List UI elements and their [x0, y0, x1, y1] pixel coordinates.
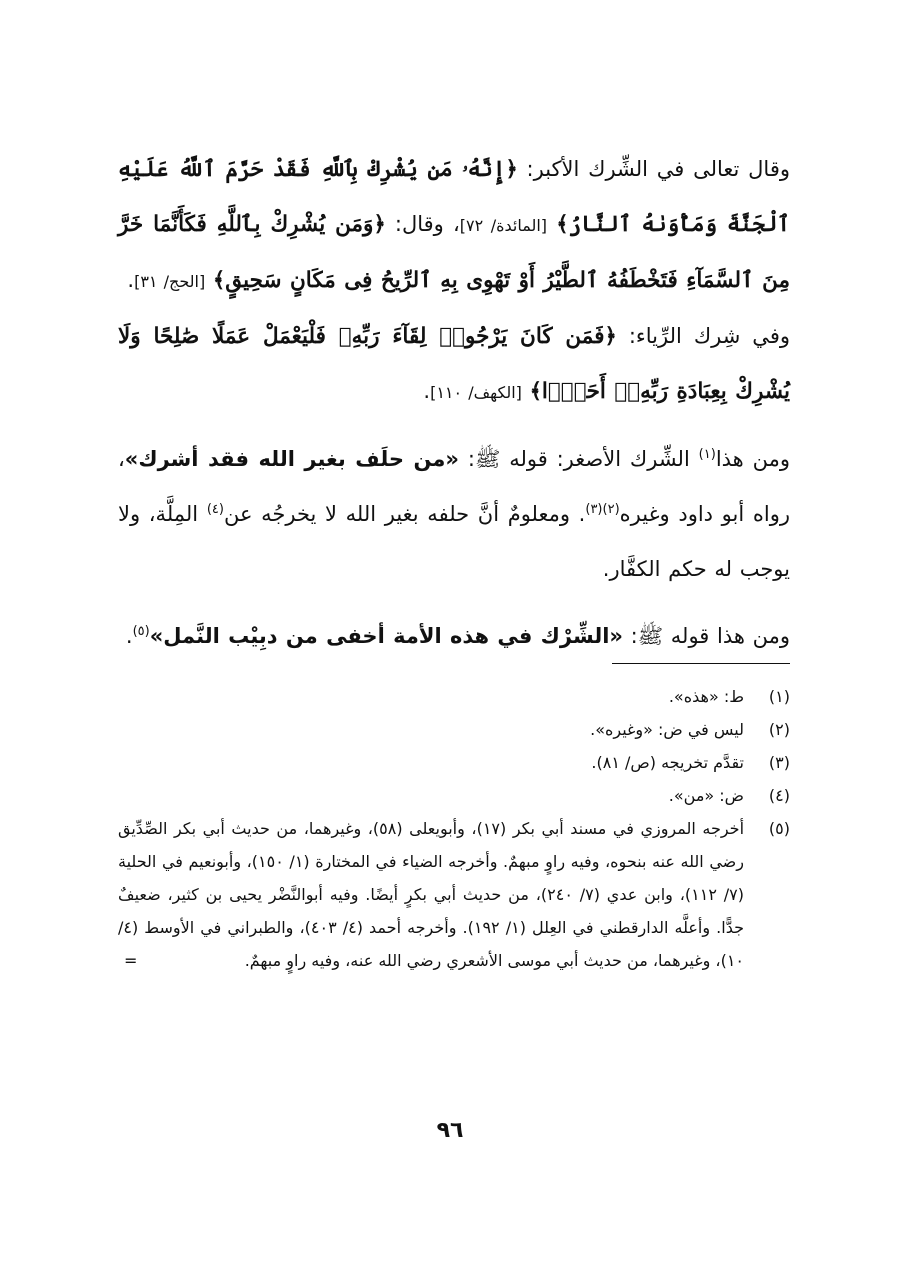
- footnote-marker[interactable]: (١): [698, 447, 716, 462]
- hadith-quote: «من حلَف بغير الله فقد أشرك»: [124, 447, 459, 471]
- footnote-marker[interactable]: (٥): [132, 624, 150, 639]
- text-segment: وقال تعالى في الشِّرك الأكبر:: [517, 157, 790, 181]
- text-segment: .: [423, 379, 431, 403]
- verse-reference: [المائدة/ ٧٢]: [459, 216, 548, 235]
- text-segment: ، وقال:: [385, 212, 460, 236]
- quran-verse: فَمَن كَانَ يَرْجُوا۟ لِقَآءَ رَبِّهِۦ فَلْيَعْمَلْ عَمَلًا صَٰلِحًا وَلَا يُشْرِكْ بِعِبَادَةِ رَبِّهِۦٓ أَحَدًۢا: [118, 324, 790, 404]
- text-segment: .: [125, 624, 133, 648]
- footnote-number: (١): [768, 687, 790, 706]
- text-segment: . ومعلومٌ أنَّ حلفه بغير الله لا يخرجُه عن: [223, 502, 586, 526]
- footnote-1: [118, 680, 790, 713]
- text-segment: وفي شِرك الرِّياء:: [616, 324, 790, 348]
- footnote-marker[interactable]: (٢)(٣): [585, 502, 620, 517]
- verse-reference: [الكهف/ ١١٠]: [430, 383, 522, 402]
- text-segment: الشِّرك الأصغر: قوله ﷺ:: [459, 447, 699, 471]
- verse-reference: [الحج/ ٣١]: [134, 272, 206, 291]
- quran-bracket-close: ﴾: [212, 268, 226, 292]
- paragraph-major-shirk: [118, 142, 790, 309]
- paragraph-riya: [118, 309, 790, 420]
- footnote-number: (٤): [768, 786, 790, 805]
- footnote-text: [118, 812, 744, 977]
- footnote-text: ض: «من».: [668, 786, 744, 805]
- text-segment: .: [127, 268, 135, 292]
- footnote-marker[interactable]: (٤): [206, 502, 224, 517]
- footnote-number: (٣): [768, 753, 790, 772]
- text-segment: ومن هذا: [715, 447, 790, 471]
- footnote-number: (٢): [768, 720, 790, 739]
- footnote-3: [118, 746, 790, 779]
- quran-bracket-open: ﴿: [604, 324, 617, 348]
- paragraph-hidden-shirk: [118, 609, 790, 664]
- text-segment: ومن هذا قوله ﷺ:: [623, 624, 790, 648]
- footnotes: [118, 680, 790, 977]
- quran-bracket-open: ﴿: [373, 212, 386, 236]
- footnote-text: ليس في ض: «وغيره».: [590, 720, 744, 739]
- text-segment: ، رواه أبو داود وغيره: [118, 447, 790, 526]
- continuation-mark: =: [124, 951, 138, 970]
- paragraph-minor-shirk: [118, 432, 790, 597]
- quran-bracket-close: ﴾: [556, 212, 569, 236]
- page-number: ٩٦: [436, 1118, 464, 1143]
- text-segment: المِلَّة، ولا يوجب له حكم الكفَّار.: [118, 502, 790, 581]
- footnote-number: (٥): [768, 819, 790, 838]
- quran-verse: إِنَّهُۥ مَن يُشْرِكْ بِٱللَّهِ فَقَدْ حَرَّمَ ٱللَّهُ عَلَيْهِ ٱلْجَنَّةَ وَمَأْوَىٰهُ ٱلنَّارُ: [118, 157, 790, 237]
- footnote-4: [118, 779, 790, 812]
- main-text: [118, 142, 790, 664]
- quran-bracket-open: ﴿: [505, 157, 518, 181]
- quran-bracket-close: ﴾: [529, 379, 542, 403]
- footnote-separator: [612, 663, 790, 664]
- footnote-text: ط: «هذه».: [668, 687, 744, 706]
- footnote-body: أخرجه المروزي في مسند أبي بكر (١٧)، وأبويعلى (٥٨)، وغيرهما، من حديث أبي بكر الصِّدِّيق رضي الله عنه بنحوه، وفيه راوٍ مبهمٌ. وأخرجه الضياء في المختارة (١/ ١٥٠)، وأبونعيم في الحلية (٧/ ١١٢)، وابن عدي (٧/ ٢٤٠)، من حديث أبي بكرٍ أيضًا. وفيه أبوالنَّضْر يحيى بن كثير، ضعيفٌ جدًّا. وأعلَّه الدارقطني في العِلل (١/ ١٩٢). وأخرجه أحمد (٤/ ٤٠٣)، والطبراني في الأوسط (٤/ ١٠)، وغيرهما، من حديث أبي موسى الأشعري رضي الله عنه، وفيه راوٍ مبهمٌ.: [118, 819, 745, 970]
- footnote-text: تقدَّم تخريجه (ص/ ٨١).: [591, 753, 744, 772]
- hadith-quote: «الشِّرْك في هذه الأمة أخفى من دبِيْب النَّمل»: [149, 624, 623, 648]
- quran-verse: وَمَن يُشْرِكْ بِٱللَّهِ فَكَأَنَّمَا خَرَّ مِنَ ٱلسَّمَآءِ فَتَخْطَفُهُ ٱلطَّيْرُ أَوْ تَهْوِى بِهِ ٱلرِّيحُ فِى مَكَانٍ سَحِيقٍ: [118, 212, 790, 293]
- footnote-2: [118, 713, 790, 746]
- footnote-5: [118, 812, 790, 977]
